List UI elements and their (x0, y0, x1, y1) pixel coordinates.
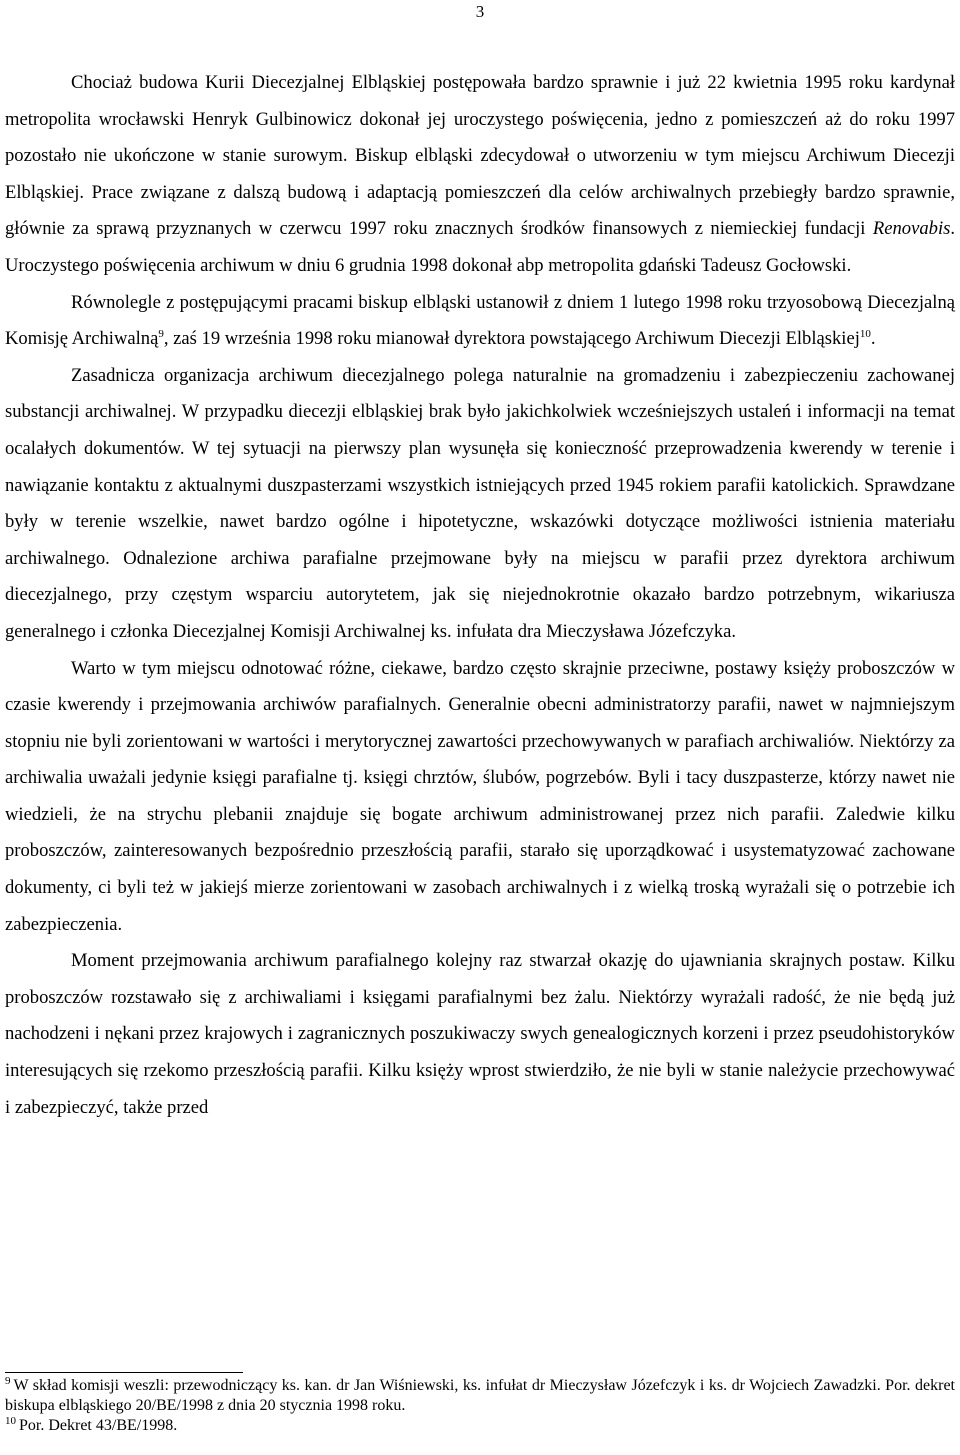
text-run: Zasadnicza organizacja archiwum diecezjalnego polega naturalnie na gromadzeniu i zabezpieczeniu zachowanej substancji archiwalnej. W przypadku diecezji elbląskiej brak było jakichkolwiek wcześniejszych ustaleń i informacji na temat ocalałych dokumentów. W tej sytuacji na pierwszy plan wysunęła się konieczność przeprowadzenia kwerendy w terenie i nawiązanie kontaktu z aktualnymi duszpasterzami wszystkich istniejących przed 1945 rokiem parafii katolickich. Sprawdzane były w terenie wszelkie, nawet bardzo ogólne i hipotetyczne, wskazówki dotyczące możliwości istnienia materiału archiwalnego. Odnalezione archiwa parafialne przejmowane były na miejscu w parafii przez dyrektora archiwum diecezjalnego, przy częstym wsparciu autorytetem, jak się niejednokrotnie okazało bardzo potrzebnym, wikariusza generalnego i członka Diecezjalnej Komisji Archiwalnej ks. infułata dra Mieczysława Józefczyka. (5, 364, 955, 642)
text-run: , zaś 19 września 1998 roku mianował dyrektora powstającego Archiwum Diecezji Elbląskiej (163, 328, 860, 350)
footnote-separator (5, 1372, 243, 1373)
footnote-reference: 9 (158, 327, 164, 340)
paragraph (5, 651, 955, 944)
footnote-mark: 9 (5, 1374, 11, 1387)
footnote-mark: 10 (5, 1414, 16, 1427)
page-number: 3 (475, 2, 485, 21)
text-run: . Uroczystego poświęcenia archiwum w dniu 6 grudnia 1998 dokonał abp metropolita gdański Tadeusz Gocłowski. (5, 218, 955, 276)
text-run: Chociaż budowa Kurii Diecezjalnej Elbląskiej postępowała bardzo sprawnie i już 22 kwietnia 1995 roku kardynał metropolita wrocławski Henryk Gulbinowicz dokonał jej uroczystego poświęcenia, jedno z pomieszczeń aż do roku 1997 pozostało nie ukończone w stanie surowym. Biskup elbląski zdecydował o utworzeniu w tym miejscu Archiwum Diecezji Elbląskiej. Prace związane z dalszą budową i adaptacją pomieszczeń dla celów archiwalnych przebiegły bardzo sprawnie, głównie za sprawą przyznanych w czerwcu 1997 roku znacznych środków finansowych z niemieckiej fundacji (5, 72, 955, 240)
footnote-reference: 10 (859, 327, 871, 340)
paragraph (5, 943, 955, 1126)
paragraph (5, 358, 955, 651)
footnote-text: W skład komisji weszli: przewodniczący ks. kan. dr Jan Wiśniewski, ks. infułat dr Mieczysław Józefczyk i ks. dr Wojciech Zawadzki. Por. dekret biskupa elbląskiego 20/BE/1998 z dnia 20 stycznia 1998 roku. (5, 1377, 955, 1414)
text-run: Moment przejmowania archiwum parafialnego kolejny raz stwarzał okazję do ujawniania skrajnych postaw. Kilku proboszczów rozstawało się z archiwaliami i księgami parafialnymi bez żalu. Niektórzy wyrażali radość, że nie będą już nachodzeni i nękani przez krajowych i zagranicznych poszukiwaczy swych genealogicznych korzeni i przez pseudohistoryków interesujących się rzekomo przeszłością parafii. Kilku księży wprost stwierdziło, że nie byli w stanie należycie przechowywać i zabezpieczyć, także przed (5, 950, 955, 1118)
paragraph (5, 65, 955, 285)
body-text (5, 65, 955, 1126)
italic-text: Renovabis (872, 218, 951, 240)
footnote-text: Por. Dekret 43/BE/1998. (19, 1417, 178, 1434)
footnote-list (5, 1376, 955, 1436)
text-run: . (870, 328, 876, 350)
footnotes (5, 1372, 955, 1436)
paragraph (5, 285, 955, 358)
footnote (5, 1376, 955, 1416)
text-run: Warto w tym miejscu odnotować różne, ciekawe, bardzo często skrajnie przeciwne, postawy księży proboszczów w czasie kwerendy i przejmowania archiwów parafialnych. Generalnie obecni administratorzy parafii, nawet w najmniejszym stopniu nie byli zorientowani w wartości i merytorycznej zawartości przechowywanych w parafiach archiwaliów. Niektórzy za archiwalia uważali jedynie księgi parafialne tj. księgi chrztów, ślubów, pogrzebów. Byli i tacy duszpasterze, którzy nawet nie wiedzieli, że na strychu plebanii znajduje się bogate archiwum administrowanej przez nich parafii. Zaledwie kilku proboszczów, zainteresowanych bezpośrednio przeszłością parafii, starało się uporządkować i usystematyzować zachowane dokumenty, ci byli też w jakiejś mierze zorientowani w zasobach archiwalnych i z wielką troską wyrażali się o potrzebie ich zabezpieczenia. (5, 657, 955, 935)
footnote (5, 1416, 955, 1436)
text-run: Równolegle z postępującymi pracami biskup elbląski ustanowił z dniem 1 lutego 1998 roku trzyosobową Diecezjalną Komisję Archiwalną (5, 291, 955, 350)
